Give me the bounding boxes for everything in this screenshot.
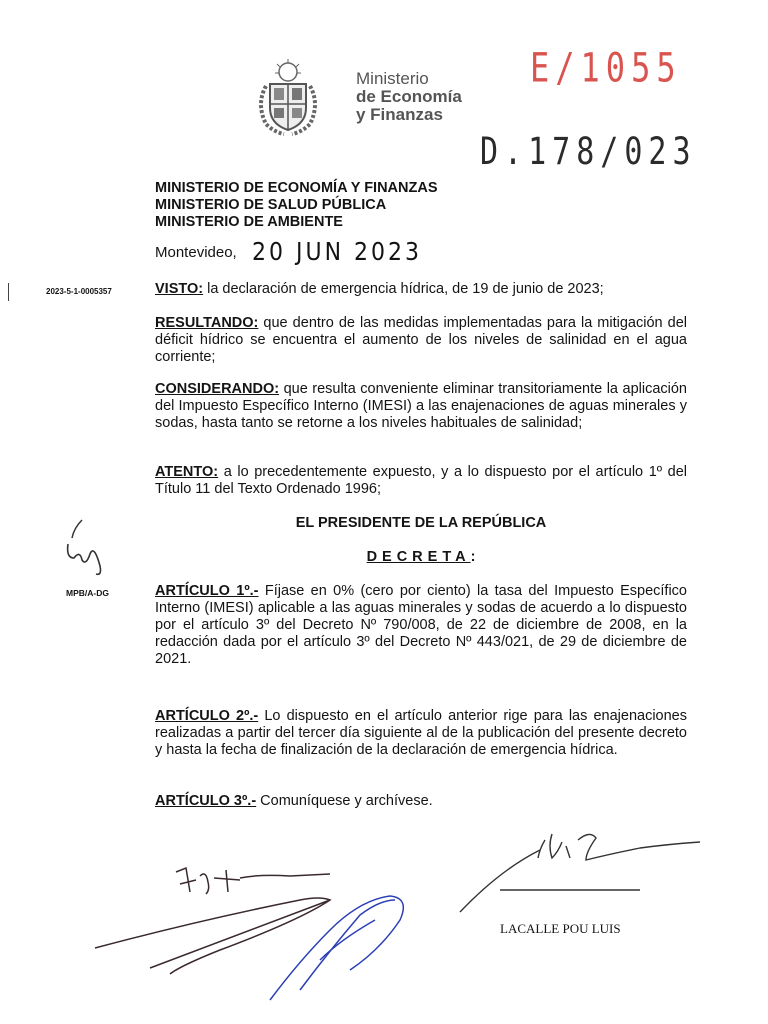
visto-text: la declaración de emergencia hídrica, de 19 de junio de 2023; (203, 281, 604, 297)
resultando-paragraph (155, 315, 687, 366)
ministry-logo-line1: Ministerio (356, 69, 429, 88)
ministries-heading (155, 180, 438, 231)
resultando-text: que dentro de las medidas implementadas para la mitigación del déficit hídrico se encuentra el aumento de los niveles de salinidad en el agua corriente; (155, 315, 687, 365)
article-3-paragraph (155, 793, 687, 810)
expediente-stamp: E/1055 (530, 44, 682, 92)
decree-number-stamp: D.178/023 (480, 130, 697, 174)
article-2-label: ARTÍCULO 2º.- (155, 708, 259, 724)
resultando-label: RESULTANDO: (155, 315, 259, 331)
atento-paragraph (155, 464, 687, 498)
margin-initials-signature (60, 514, 110, 584)
considerando-paragraph (155, 381, 687, 432)
initials-label: MPB/A-DG (66, 588, 109, 598)
ministry-line: MINISTERIO DE ECONOMÍA Y FINANZAS (155, 180, 438, 196)
decreta-heading (155, 549, 687, 565)
decreta-colon: : (470, 549, 476, 565)
ministry-line: MINISTERIO DE AMBIENTE (155, 214, 343, 230)
atento-label: ATENTO: (155, 464, 219, 480)
minister-signature-blue (270, 896, 403, 1000)
considerando-text: que resulta conveniente eliminar transitoriamente la aplicación del Impuesto Específico Interno (IMESI) a las enajenaciones de aguas minerales y sodas, hasta tanto se retorne a los niveles habituales de salinidad; (155, 381, 687, 431)
president-heading: EL PRESIDENTE DE LA REPÚBLICA (295, 515, 547, 531)
ministry-line: MINISTERIO DE SALUD PÚBLICA (155, 197, 387, 213)
handwritten-date-stamp: 20 JUN 2023 (252, 238, 423, 267)
margin-mark (8, 283, 9, 301)
article-2-text: Lo dispuesto en el artículo anterior rige para las enajenaciones realizadas a partir del tercer día siguiente al de la publicación del presente decreto y hasta la fecha de finalización de la declaración de emergencia hídrica. (155, 708, 687, 758)
article-3-label: ARTÍCULO 3º.- (155, 793, 257, 809)
ministry-logo-line2: de Economía (356, 87, 462, 106)
article-1-paragraph (155, 583, 687, 668)
ministry-logo-text (356, 70, 462, 123)
article-1-text: Fíjase en 0% (cero por ciento) la tasa del Impuesto Específico Interno (IMESI) aplicable a las aguas minerales y sodas de acuerdo a lo dispuesto por el artículo 3º del Decreto Nº 790/008, de 22 de diciembre de 2008, en la redacción dada por el artículo 3º del Decreto Nº 443/021, de 29 de diciembre de 2021. (155, 583, 687, 667)
coat-of-arms-seal (250, 58, 326, 138)
article-1-label: ARTÍCULO 1º.- (155, 583, 259, 599)
president-signature (460, 834, 700, 912)
file-id-note: 2023-5-1-0005357 (46, 287, 112, 296)
article-3-text: Comuníquese y archívese. (256, 793, 433, 809)
article-2-paragraph (155, 708, 687, 759)
minister-signature-dark (95, 868, 330, 974)
atento-text: a lo precedentemente expuesto, y a lo dispuesto por el artículo 1º del Título 11 del Texto Ordenado 1996; (155, 464, 687, 497)
ministry-logo-line3: y Finanzas (356, 105, 443, 124)
place-label: Montevideo, (155, 244, 237, 261)
visto-label: VISTO: (155, 281, 204, 297)
considerando-label: CONSIDERANDO: (155, 381, 280, 397)
visto-paragraph (155, 281, 687, 298)
decreta-word: DECRETA (366, 549, 471, 565)
president-name: LACALLE POU LUIS (500, 921, 621, 936)
